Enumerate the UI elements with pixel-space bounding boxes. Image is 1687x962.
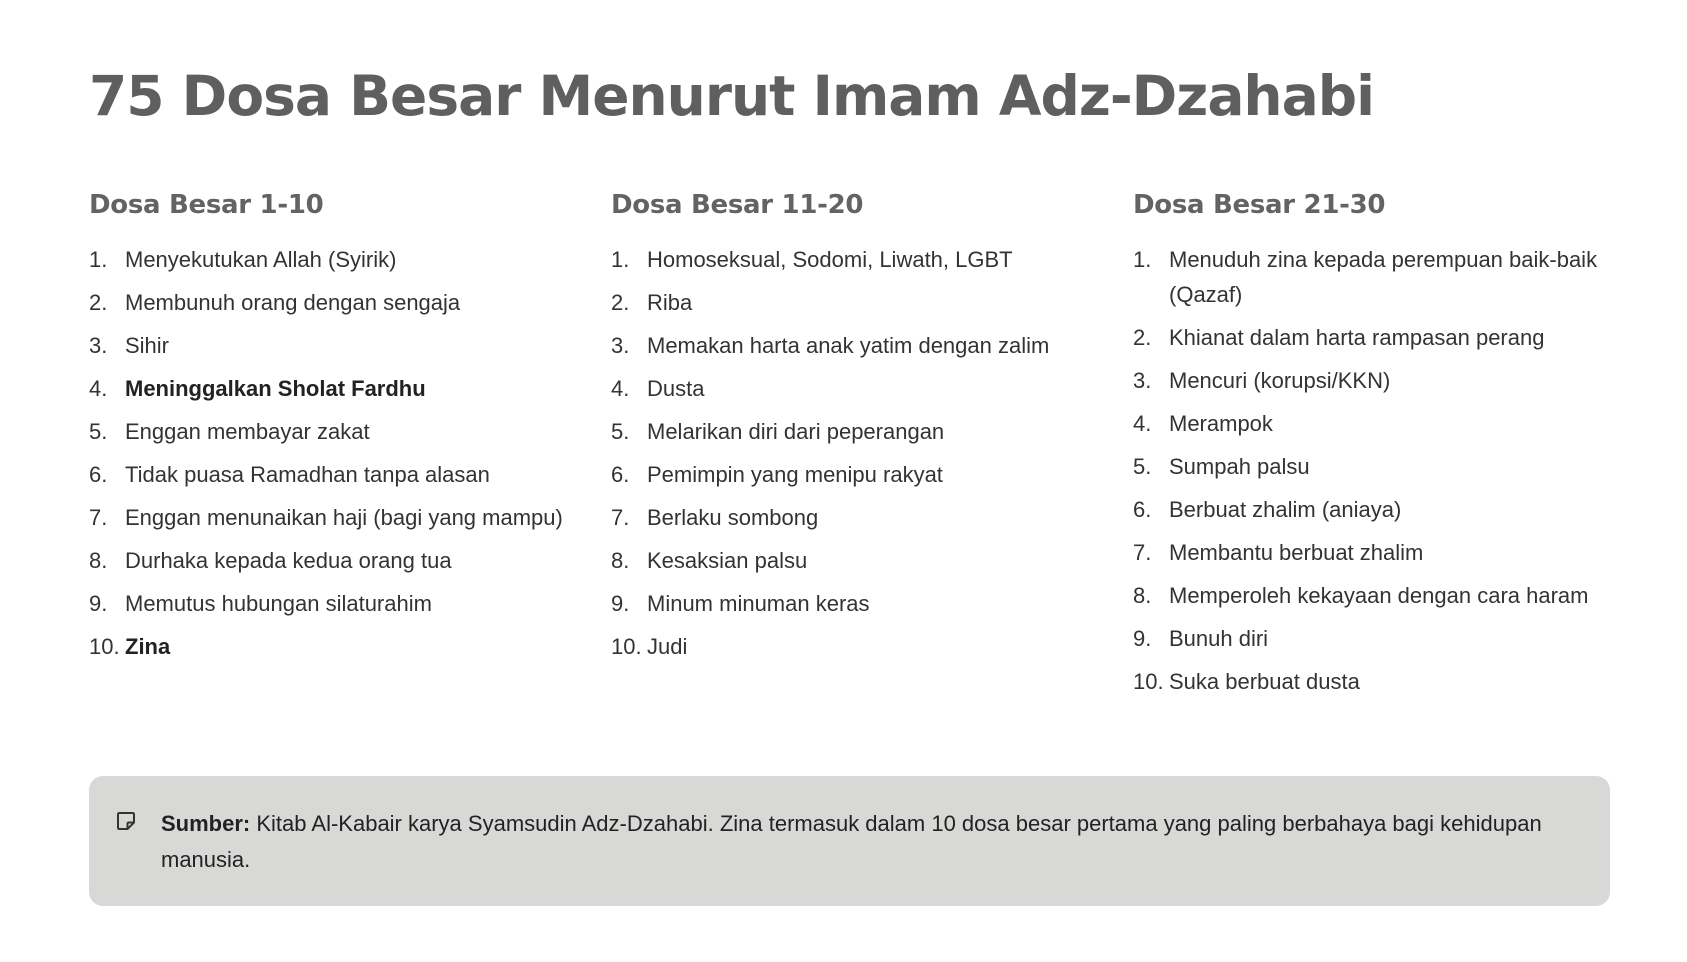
sin-list-item	[611, 242, 1133, 277]
column-11-20	[611, 188, 1133, 707]
source-label: Sumber:	[161, 811, 251, 836]
sin-list-item	[1133, 664, 1610, 699]
sin-list-item	[1133, 449, 1610, 484]
sin-list-item	[89, 285, 611, 320]
item-number: 9.	[611, 591, 630, 616]
item-number: 8.	[1133, 583, 1152, 608]
sin-list-item	[611, 328, 1133, 363]
item-text: Bunuh diri	[1169, 626, 1269, 651]
item-text: Judi	[647, 634, 688, 659]
sin-list-item	[89, 543, 611, 578]
item-number: 2.	[1133, 325, 1152, 350]
item-number: 7.	[611, 505, 630, 530]
sin-columns	[89, 188, 1610, 707]
item-number: 2.	[89, 290, 108, 315]
sin-list-item	[1133, 621, 1610, 656]
sin-list-item	[611, 414, 1133, 449]
item-number: 5.	[1133, 454, 1152, 479]
item-text: Enggan membayar zakat	[125, 419, 370, 444]
item-number: 6.	[89, 462, 108, 487]
sin-list-item	[611, 543, 1133, 578]
sin-list	[89, 242, 611, 664]
sin-list-item	[89, 328, 611, 363]
item-number: 10.	[1133, 669, 1164, 694]
sin-list-item	[1133, 242, 1610, 312]
item-number: 5.	[89, 419, 108, 444]
item-text: Khianat dalam harta rampasan perang	[1169, 325, 1545, 350]
sin-list-item	[611, 285, 1133, 320]
sin-list-item	[611, 629, 1133, 664]
item-text: Homoseksual, Sodomi, Liwath, LGBT	[647, 247, 1013, 272]
item-text: Memperoleh kekayaan dengan cara haram	[1169, 583, 1589, 608]
sin-list	[1133, 242, 1610, 699]
item-text: Merampok	[1169, 411, 1273, 436]
source-text	[161, 806, 1550, 878]
item-number: 7.	[1133, 540, 1152, 565]
item-number: 6.	[611, 462, 630, 487]
source-callout	[89, 776, 1610, 906]
sin-list-item	[611, 500, 1133, 535]
item-text: Sihir	[125, 333, 170, 358]
item-text: Riba	[647, 290, 693, 315]
sin-list-item	[1133, 363, 1610, 398]
sin-list-item	[89, 500, 611, 535]
sin-list-item	[89, 414, 611, 449]
sin-list-item	[611, 586, 1133, 621]
item-number: 8.	[89, 548, 108, 573]
sin-list-item	[1133, 320, 1610, 355]
sin-list-item	[89, 371, 611, 406]
sin-list-item	[1133, 406, 1610, 441]
item-text: Meninggalkan Sholat Fardhu	[125, 376, 426, 401]
item-text: Durhaka kepada kedua orang tua	[125, 548, 452, 573]
item-text: Dusta	[647, 376, 705, 401]
item-text: Memutus hubungan silaturahim	[125, 591, 432, 616]
item-text: Kesaksian palsu	[647, 548, 808, 573]
item-number: 1.	[611, 247, 630, 272]
item-text: Enggan menunaikan haji (bagi yang mampu)	[125, 505, 563, 530]
item-text: Menyekutukan Allah (Syirik)	[125, 247, 397, 272]
item-number: 6.	[1133, 497, 1152, 522]
item-text: Membunuh orang dengan sengaja	[125, 290, 461, 315]
sin-list-item	[1133, 535, 1610, 570]
item-number: 10.	[611, 634, 642, 659]
item-text: Mencuri (korupsi/KKN)	[1169, 368, 1391, 393]
column-heading: Dosa Besar 11-20	[611, 190, 864, 220]
sin-list-item	[89, 242, 611, 277]
item-number: 4.	[89, 376, 108, 401]
column-heading: Dosa Besar 1-10	[89, 190, 324, 220]
sticky-note-icon	[115, 810, 137, 832]
item-text: Berlaku sombong	[647, 505, 819, 530]
item-number: 10.	[89, 634, 120, 659]
sin-list-item	[1133, 492, 1610, 527]
sin-list-item	[611, 371, 1133, 406]
item-number: 4.	[611, 376, 630, 401]
sin-list	[611, 242, 1133, 664]
item-number: 1.	[1133, 247, 1152, 272]
item-number: 9.	[1133, 626, 1152, 651]
item-number: 1.	[89, 247, 108, 272]
item-number: 3.	[611, 333, 630, 358]
item-text: Suka berbuat dusta	[1169, 669, 1360, 694]
page-title: 75 Dosa Besar Menurut Imam Adz-Dzahabi	[89, 64, 1374, 128]
sin-list-item	[89, 586, 611, 621]
sin-list-item	[89, 629, 611, 664]
item-text: Zina	[125, 634, 171, 659]
item-text: Membantu berbuat zhalim	[1169, 540, 1424, 565]
item-text: Minum minuman keras	[647, 591, 870, 616]
sin-list-item	[89, 457, 611, 492]
item-number: 3.	[89, 333, 108, 358]
item-text: Sumpah palsu	[1169, 454, 1310, 479]
item-text: Memakan harta anak yatim dengan zalim	[647, 333, 1050, 358]
column-21-30	[1133, 188, 1610, 707]
page-content	[89, 58, 1610, 707]
item-text: Melarikan diri dari peperangan	[647, 419, 945, 444]
item-text: Menuduh zina kepada perempuan baik-baik (Qazaf)	[1169, 247, 1598, 307]
column-heading: Dosa Besar 21-30	[1133, 190, 1386, 220]
item-number: 8.	[611, 548, 630, 573]
item-number: 2.	[611, 290, 630, 315]
item-number: 5.	[611, 419, 630, 444]
item-text: Tidak puasa Ramadhan tanpa alasan	[125, 462, 490, 487]
sin-list-item	[611, 457, 1133, 492]
item-number: 9.	[89, 591, 108, 616]
sin-list-item	[1133, 578, 1610, 613]
item-number: 3.	[1133, 368, 1152, 393]
item-text: Berbuat zhalim (aniaya)	[1169, 497, 1402, 522]
item-number: 7.	[89, 505, 108, 530]
item-number: 4.	[1133, 411, 1152, 436]
source-body: Kitab Al-Kabair karya Syamsudin Adz-Dzahabi. Zina termasuk dalam 10 dosa besar pertama yang paling berbahaya bagi kehidupan manusia.	[161, 811, 1542, 872]
column-1-10	[89, 188, 611, 707]
item-text: Pemimpin yang menipu rakyat	[647, 462, 943, 487]
